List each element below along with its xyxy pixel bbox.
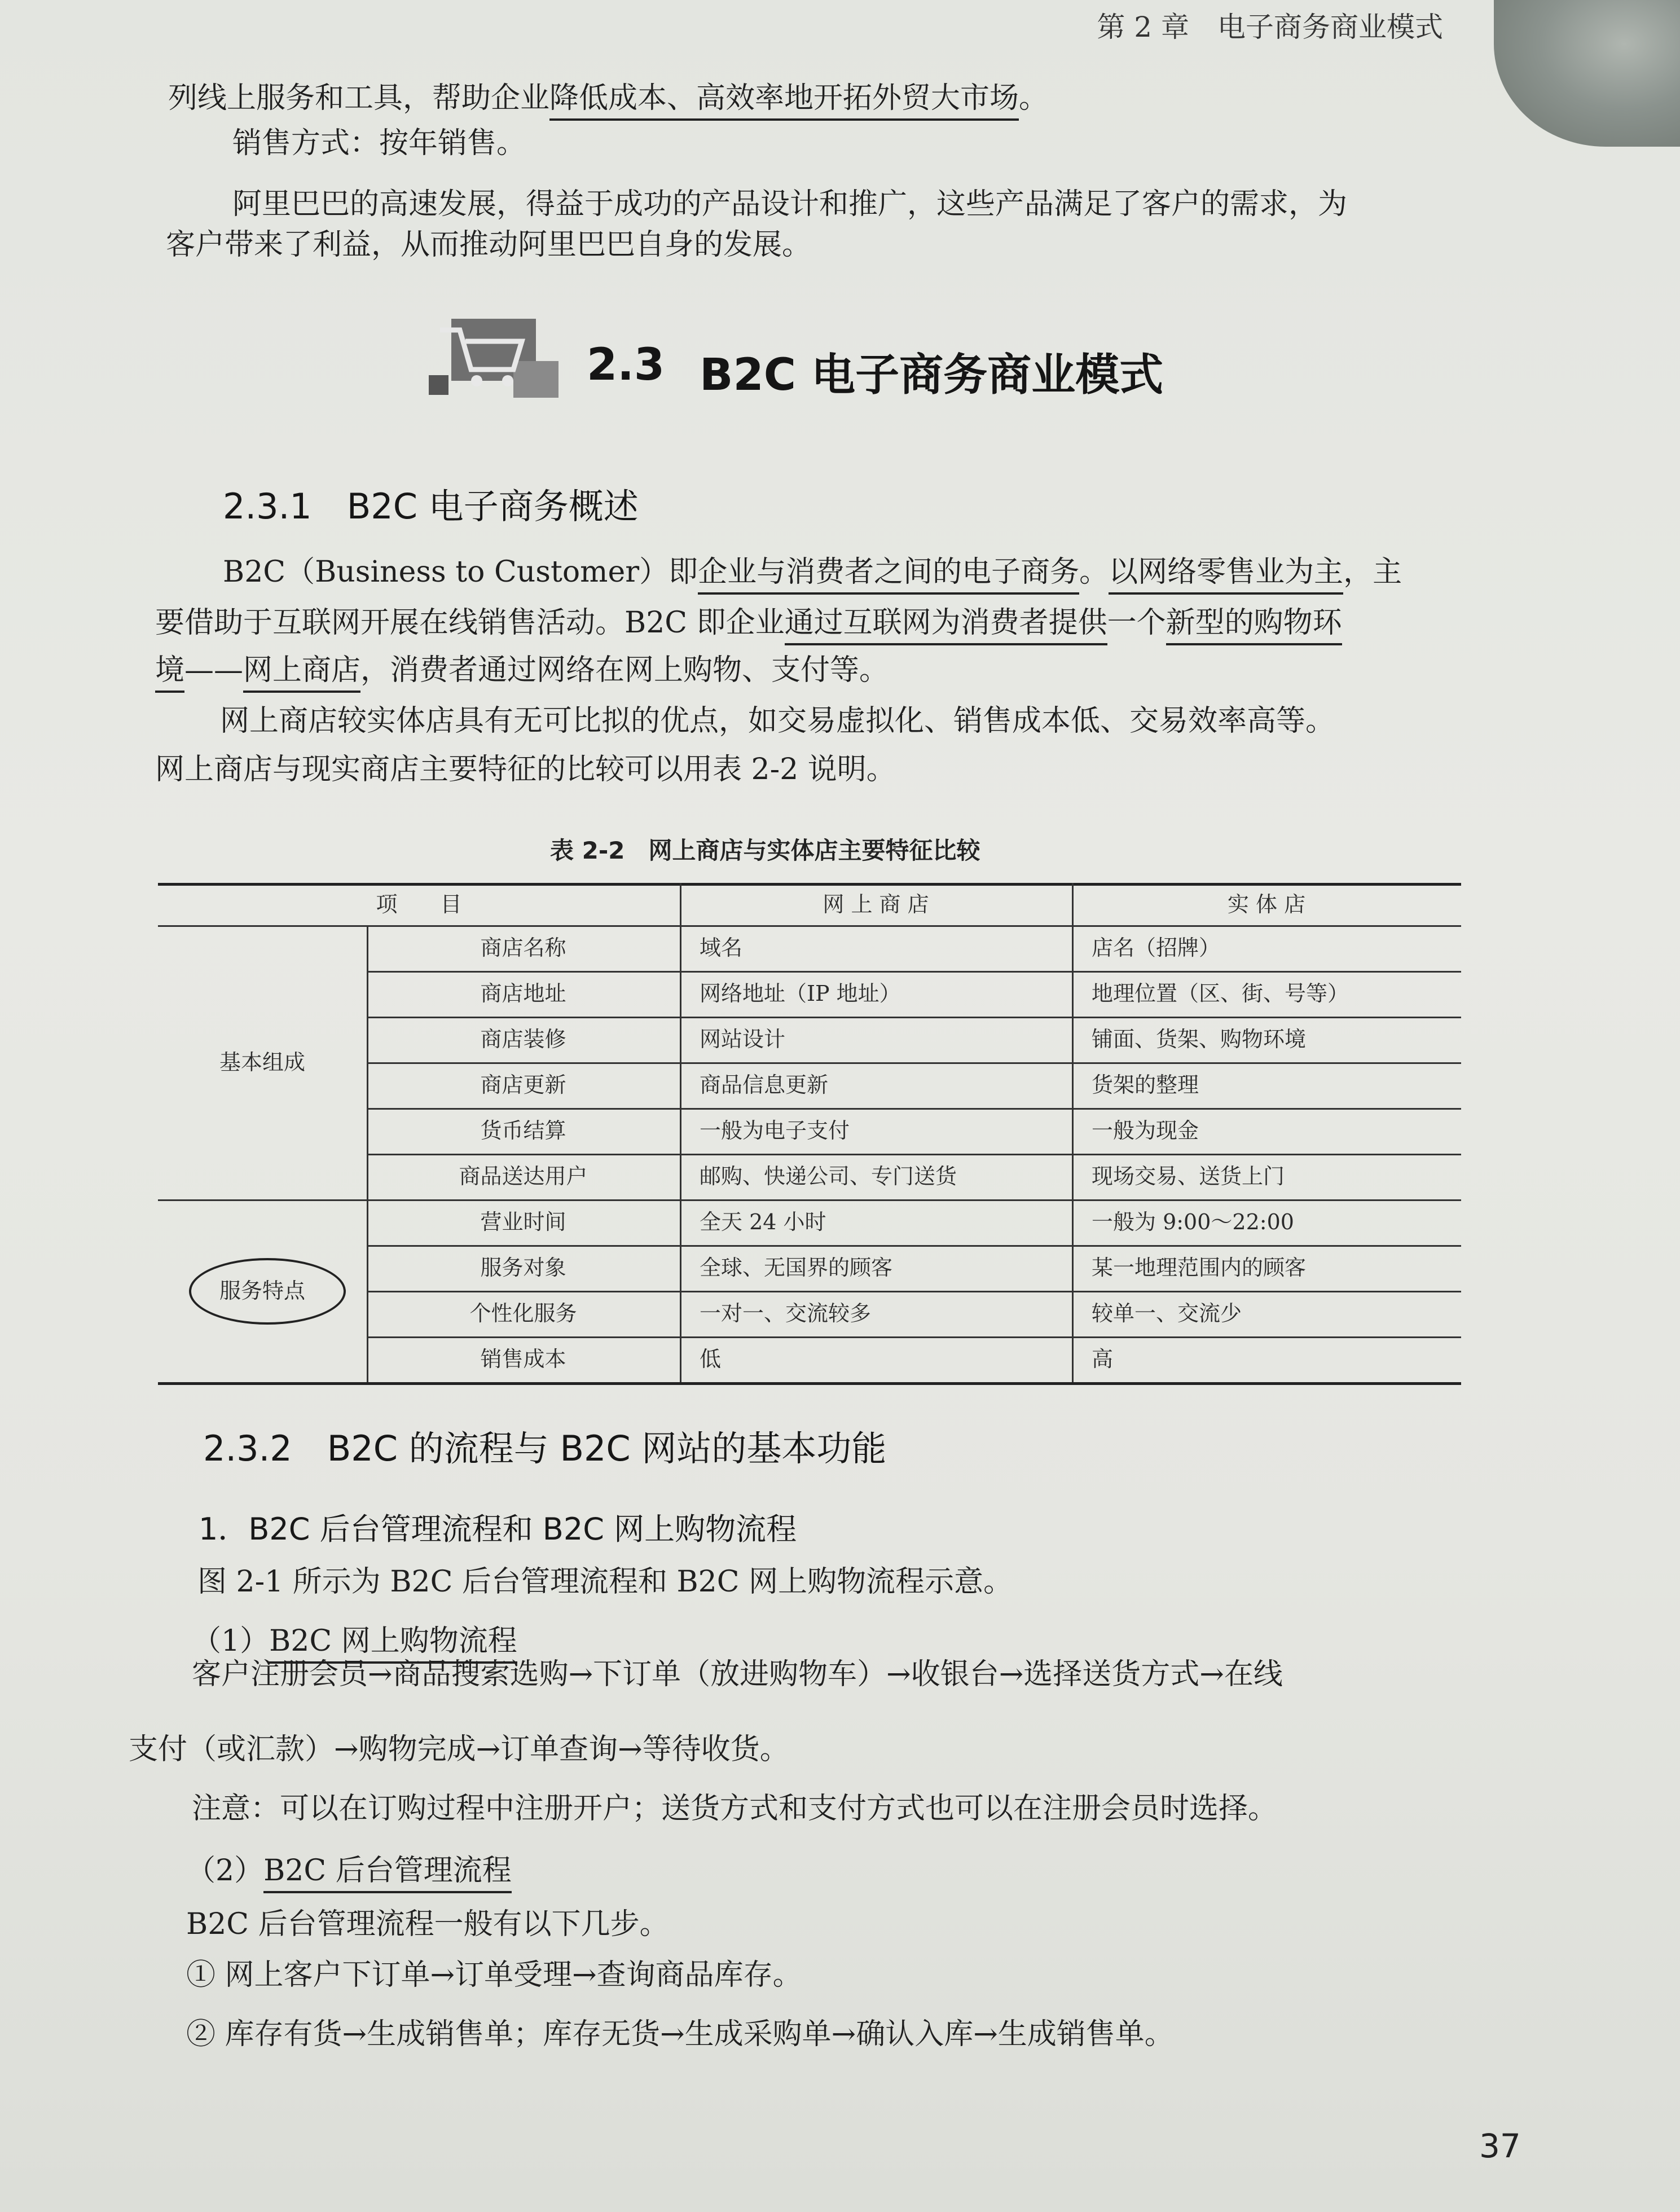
table-row-rule <box>367 1108 1461 1110</box>
table-bottom-rule <box>158 1382 1461 1385</box>
table-cell-online: 全天 24 小时 <box>700 1210 826 1234</box>
sub2-line-7: B2C 后台管理流程一般有以下几步。 <box>186 1907 669 1941</box>
table-cell-item: 商店地址 <box>480 981 566 1006</box>
table-cell-online: 网络地址（IP 地址） <box>700 981 901 1006</box>
sub2-line-5: 注意：可以在订购过程中注册开户；送货方式和支付方式也可以在注册会员时选择。 <box>192 1792 1278 1826</box>
table-cell-online: 全球、无国界的顾客 <box>700 1255 893 1280</box>
sub1-p1-line3: 境——网上商店，消费者通过网络在网上购物、支付等。 <box>155 656 889 685</box>
table-cell-online: 一对一、交流较多 <box>700 1301 872 1326</box>
table-cell-item: 营业时间 <box>480 1210 566 1234</box>
sub2-line-6: （2）B2C 后台管理流程 <box>186 1856 512 1885</box>
table-group-label: 服务特点 <box>219 1278 305 1303</box>
table-row-rule <box>367 1291 1461 1292</box>
shopping-cart-icon <box>429 307 564 403</box>
table-cell-physical: 某一地理范围内的顾客 <box>1092 1255 1307 1280</box>
table-col-divider <box>680 883 681 1382</box>
page-number: 37 <box>1479 2127 1521 2165</box>
table-cell-item: 商品送达用户 <box>459 1164 588 1189</box>
header-chapter: 第 2 章 <box>1097 11 1189 43</box>
intro-line-1: 列线上服务和工具，帮助企业降低成本、高效率地开拓外贸大市场。 <box>168 83 1048 113</box>
sub2-line-2: （1）B2C 网上购物流程 <box>192 1626 517 1656</box>
table-cell-item: 销售成本 <box>480 1347 566 1371</box>
table-header-rule <box>158 925 1461 927</box>
table-header-cell: 网 上 商 店 <box>823 892 929 917</box>
sub2-line-1: 图 2-1 所示为 B2C 后台管理流程和 B2C 网上购物流程示意。 <box>197 1565 1013 1599</box>
sub1-p2-line2: 网上商店与现实商店主要特征的比较可以用表 2-2 说明。 <box>155 753 896 786</box>
table-row-rule <box>367 1017 1461 1018</box>
intro-line-2: 销售方式：按年销售。 <box>232 126 526 160</box>
sub2-line-9: ② 库存有货→生成销售单；库存无货→生成采购单→确认入库→生成销售单。 <box>186 2017 1174 2051</box>
table-group-rule <box>158 1199 1461 1201</box>
header-title: 电子商务商业模式 <box>1217 11 1443 43</box>
intro-line-4: 客户带来了利益，从而推动阿里巴巴自身的发展。 <box>166 228 812 262</box>
table-cell-item: 服务对象 <box>480 1255 566 1280</box>
thumb-shadow <box>1494 0 1680 147</box>
table-cell-physical: 店名（招牌） <box>1092 935 1221 960</box>
table-cell-physical: 铺面、货架、购物环境 <box>1092 1027 1307 1052</box>
table-cell-item: 货币结算 <box>480 1118 566 1143</box>
table-cell-physical: 一般为现金 <box>1092 1118 1199 1143</box>
table-cell-online: 邮购、快递公司、专门送货 <box>700 1164 957 1189</box>
sub2-line-4: 支付（或汇款）→购物完成→订单查询→等待收货。 <box>129 1732 789 1766</box>
table-row-rule <box>367 1245 1461 1247</box>
table-group-label: 基本组成 <box>219 1050 305 1075</box>
table-header-cell: 实 体 店 <box>1227 892 1306 917</box>
table-cell-physical: 高 <box>1092 1347 1114 1371</box>
sub1-p1-line1: B2C（Business to Customer）即企业与消费者之间的电子商务。以网络零售业为主，主 <box>223 557 1402 587</box>
subsection-heading-1: 2.3.1 B2C 电子商务概述 <box>223 486 639 527</box>
subsubsection-heading: 1．B2C 后台管理流程和 B2C 网上购物流程 <box>199 1511 797 1547</box>
table-header-cell: 项 目 <box>376 892 462 917</box>
sub1-p2-line1: 网上商店较实体店具有无可比拟的优点，如交易虚拟化、销售成本低、交易效率高等。 <box>220 704 1335 738</box>
subsection-heading-2: 2.3.2 B2C 的流程与 B2C 网站的基本功能 <box>203 1428 887 1469</box>
table-cell-physical: 一般为 9:00～22:00 <box>1092 1210 1294 1234</box>
table-cell-physical: 现场交易、送货上门 <box>1092 1164 1285 1189</box>
table-cell-online: 域名 <box>700 935 743 960</box>
sub2-line-8: ① 网上客户下订单→订单受理→查询商品库存。 <box>186 1958 802 1992</box>
table-cell-item: 商店更新 <box>480 1072 566 1097</box>
section-number: 2.3 <box>587 340 665 390</box>
sub1-p1-line2: 要借助于互联网开展在线销售活动。B2C 即企业通过互联网为消费者提供一个新型的购物环 <box>155 608 1342 637</box>
sub2-line-3: 客户注册会员→商品搜索选购→下订单（放进购物车）→收银台→选择送货方式→在线 <box>192 1657 1283 1691</box>
intro-line-3: 阿里巴巴的高速发展，得益于成功的产品设计和推广，这些产品满足了客户的需求，为 <box>232 187 1348 221</box>
table-cell-physical: 货架的整理 <box>1092 1072 1199 1097</box>
section-title: B2C 电子商务商业模式 <box>700 350 1164 401</box>
table-caption: 表 2-2 网上商店与实体店主要特征比较 <box>550 837 980 864</box>
table-row-rule <box>367 971 1461 973</box>
table-row-rule <box>367 1062 1461 1064</box>
circled-annotation <box>189 1258 346 1325</box>
table-cell-item: 个性化服务 <box>469 1301 577 1326</box>
table-row-rule <box>367 1154 1461 1155</box>
table-cell-physical: 较单一、交流少 <box>1092 1301 1242 1326</box>
table-cell-item: 商店名称 <box>480 935 566 960</box>
underline-cost: 降低成本、高效率地开拓外贸大市场 <box>549 81 1019 121</box>
table-cell-online: 一般为电子支付 <box>700 1118 850 1143</box>
table-row-rule <box>367 1336 1461 1338</box>
running-header <box>1097 5 1443 45</box>
table-cell-online: 网站设计 <box>700 1027 786 1052</box>
table-cell-online: 商品信息更新 <box>700 1072 829 1097</box>
table-cell-item: 商店装修 <box>480 1027 566 1052</box>
table-top-rule <box>158 883 1461 886</box>
table-cell-physical: 地理位置（区、街、号等） <box>1092 981 1349 1006</box>
table-cell-online: 低 <box>700 1347 722 1371</box>
table-col-divider <box>1072 883 1074 1382</box>
